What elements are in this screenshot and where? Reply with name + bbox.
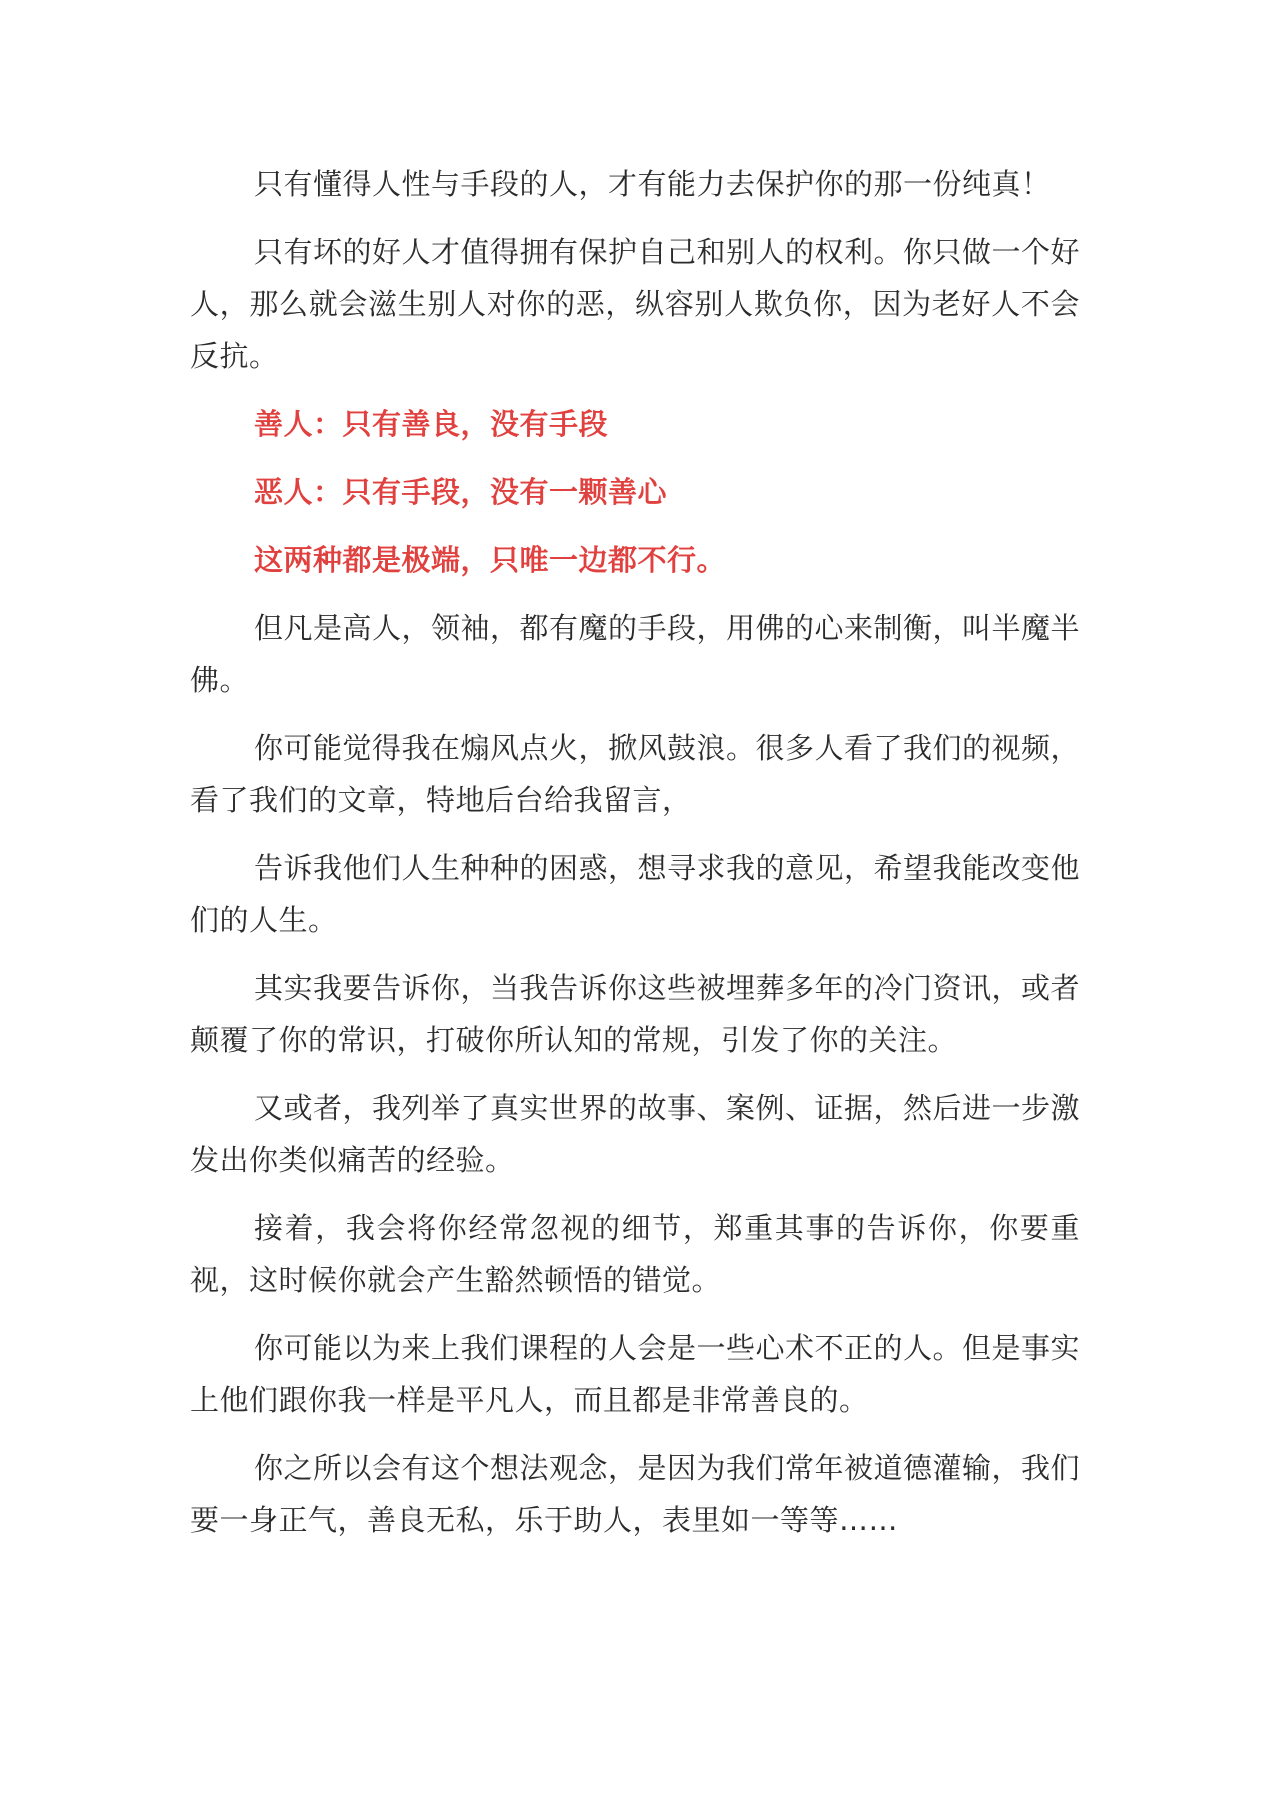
paragraph: 只有坏的好人才值得拥有保护自己和别人的权利。你只做一个好人，那么就会滋生别人对你的恶，纵容别人欺负你，因为老好人不会反抗。 <box>190 235 1081 373</box>
paragraph: 其实我要告诉你，当我告诉你这些被埋葬多年的冷门资讯，或者颠覆了你的常识，打破你所认知的常规，引发了你的关注。 <box>190 971 1081 1057</box>
highlight-paragraph: 恶人：只有手段，没有一颗善心 <box>254 475 668 509</box>
highlight-paragraph: 这两种都是极端，只唯一边都不行。 <box>254 543 727 577</box>
paragraph: 只有懂得人性与手段的人，才有能力去保护你的那一份纯真！ <box>254 167 1051 201</box>
paragraph: 你之所以会有这个想法观念，是因为我们常年被道德灌输，我们要一身正气，善良无私，乐于助人，表里如一等等…… <box>190 1451 1081 1537</box>
paragraph: 告诉我他们人生种种的困惑，想寻求我的意见，希望我能改变他们的人生。 <box>190 851 1081 937</box>
article-body <box>190 158 1080 1562</box>
paragraph: 但凡是高人，领袖，都有魔的手段，用佛的心来制衡，叫半魔半佛。 <box>190 611 1081 697</box>
highlight-paragraph: 善人：只有善良，没有手段 <box>254 407 609 441</box>
paragraph: 你可能以为来上我们课程的人会是一些心术不正的人。但是事实上他们跟你我一样是平凡人，而且都是非常善良的。 <box>190 1331 1081 1417</box>
paragraph: 你可能觉得我在煽风点火，掀风鼓浪。很多人看了我们的视频，看了我们的文章，特地后台给我留言， <box>190 731 1081 817</box>
paragraph: 接着，我会将你经常忽视的细节，郑重其事的告诉你，你要重视，这时候你就会产生豁然顿悟的错觉。 <box>190 1211 1080 1297</box>
paragraph: 又或者，我列举了真实世界的故事、案例、证据，然后进一步激发出你类似痛苦的经验。 <box>190 1091 1081 1177</box>
